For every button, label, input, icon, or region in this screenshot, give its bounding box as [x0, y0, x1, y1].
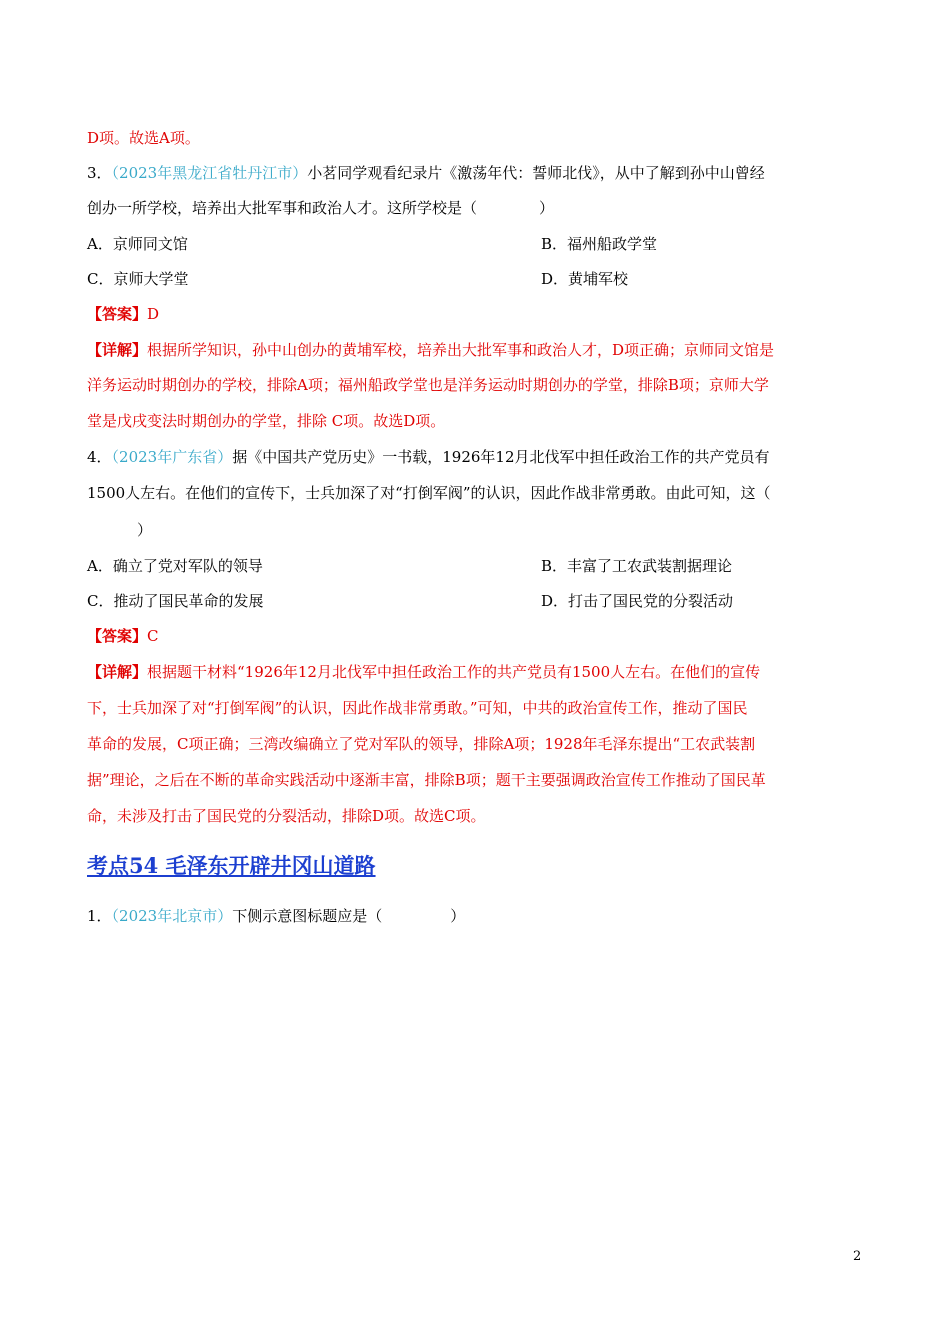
q3-stem-text-1: 小茗同学观看纪录片《激荡年代：誓师北伐》，从中了解到孙中山曾经 [307, 164, 765, 182]
q4-option-c: C．推动了国民革命的发展 [87, 592, 264, 610]
detail-label: 【详解】 [87, 341, 148, 359]
q3-option-a: A．京师同文馆 [87, 235, 188, 253]
q4-option-b: B．丰富了工农武装割据理论 [541, 557, 733, 575]
q3-detail-line-3: 堂是戊戌变法时期创办的学堂，排除 C项。故选D项。 [87, 412, 446, 430]
q4-detail-line-4: 据”理论，之后在不断的革命实践活动中逐渐丰富，排除B项；题干主要强调政治宣传工作推动了国民革 [87, 771, 766, 789]
q3-stem-line-1 [87, 163, 765, 183]
q3-stem-line-2 [87, 198, 554, 218]
detail-label: 【详解】 [87, 663, 148, 681]
q4-options-row-1 [87, 556, 867, 576]
q4-option-d: D．打击了国民党的分裂活动 [541, 592, 734, 610]
q3-option-c: C．京师大学堂 [87, 270, 189, 288]
q3-stem-close: ） [539, 199, 555, 217]
q4-answer-value: C [147, 627, 159, 645]
q4-answer [87, 626, 159, 646]
q4-detail-line-3: 革命的发展，C项正确；三湾改编确立了党对军队的领导，排除A项；1928年毛泽东提出“工农武装割 [87, 735, 756, 753]
answer-label: 【答案】 [87, 627, 148, 645]
q3-source: （2023年黑龙江省牡丹江市） [111, 164, 308, 182]
q3-option-d: D．黄埔军校 [541, 270, 629, 288]
q1-stem-text: 下侧示意图标题应是（ [232, 907, 383, 925]
page-number: 2 [853, 1249, 862, 1264]
prev-answer-tail: D项。故选A项。 [87, 129, 200, 147]
answer-label: 【答案】 [87, 305, 148, 323]
q4-stem-line-2: 1500人左右。在他们的宣传下，士兵加深了对“打倒军阀”的认识，因此作战非常勇敢。由此可知，这（ [87, 484, 771, 502]
q4-detail-line-1 [87, 662, 760, 682]
q3-options-row-2 [87, 269, 867, 289]
q3-option-b: B．福州船政学堂 [541, 235, 658, 253]
q3-answer-value: D [147, 305, 160, 323]
q4-number: 4． [87, 448, 112, 466]
q3-detail-line-2: 洋务运动时期创办的学校，排除A项；福州船政学堂也是洋务运动时期创办的学堂，排除B项；京师大学 [87, 376, 769, 394]
q4-stem-text-1: 据《中国共产党历史》一书载，1926年12月北伐军中担任政治工作的共产党员有 [232, 448, 770, 466]
q4-detail-line-5: 命，未涉及打击了国民党的分裂活动，排除D项。故选C项。 [87, 807, 486, 825]
q4-detail-text-1: 根据题干材料“1926年12月北伐军中担任政治工作的共产党员有1500人左右。在他们的宣传 [147, 663, 761, 681]
q1-source: （2023年北京市） [111, 907, 233, 925]
q1-stem-line [87, 906, 465, 926]
q4-stem-line-1 [87, 447, 770, 467]
q4-stem-line-3: ） [137, 521, 153, 539]
q1-number: 1． [87, 907, 112, 925]
q4-detail-line-2: 下，士兵加深了对“打倒军阀”的认识，因此作战非常勇敢。”可知，中共的政治宣传工作，推动了国民 [87, 699, 748, 717]
section-heading: 考点54 毛泽东开辟井冈山道路 [87, 853, 376, 878]
q4-options-row-2 [87, 591, 867, 611]
q3-options-row-1 [87, 234, 867, 254]
q3-answer [87, 304, 159, 324]
q3-detail-text-1: 根据所学知识，孙中山创办的黄埔军校，培养出大批军事和政治人才，D项正确；京师同文馆是 [147, 341, 775, 359]
q4-option-a: A．确立了党对军队的领导 [87, 557, 263, 575]
q3-detail-line-1 [87, 340, 774, 360]
q1-stem-close: ） [450, 907, 466, 925]
q4-source: （2023年广东省） [111, 448, 233, 466]
q3-stem-text-2: 创办一所学校，培养出大批军事和政治人才。这所学校是（ [87, 199, 478, 217]
q3-number: 3． [87, 164, 112, 182]
